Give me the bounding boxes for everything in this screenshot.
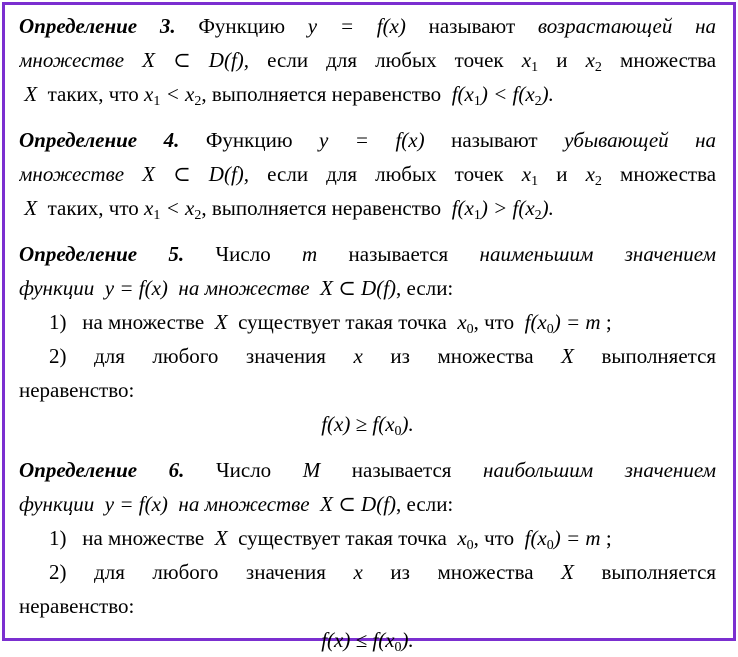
def6-func-word: функции bbox=[19, 492, 95, 516]
def6-function: y = f(x) bbox=[104, 492, 168, 516]
def4-term: убывающей на bbox=[564, 128, 716, 152]
def6-heading: Определение 6. bbox=[19, 458, 185, 482]
def4-and: и bbox=[556, 162, 568, 186]
def5-term: наименьшим значением bbox=[479, 242, 716, 266]
def5-eq: $f(x_0) = m$ bbox=[524, 310, 601, 337]
def3-called: называют bbox=[428, 14, 516, 38]
def6-line-2 bbox=[19, 487, 716, 521]
def6-formula: $f(x) \le f(x_0)$. bbox=[321, 628, 414, 655]
def3-X: X bbox=[24, 82, 38, 106]
def3-heading: Определение 3. bbox=[19, 14, 176, 38]
def3-intro: Функцию bbox=[198, 14, 286, 38]
def5-item-1-num: 1) bbox=[49, 310, 67, 334]
def5-function: y = f(x) bbox=[104, 276, 168, 300]
def4-holds: , выполняется неравенство bbox=[201, 196, 442, 220]
def3-function: y = f(x) bbox=[307, 14, 406, 38]
def5-item-1: 1) на множестве X существует такая точка $x_0$, что $f(x_0) = m$ ; bbox=[49, 310, 612, 337]
def5-item-2-cont: неравенство: bbox=[19, 378, 135, 402]
definition-5 bbox=[19, 237, 716, 441]
def3-x1: $x_1$ bbox=[521, 48, 539, 75]
def5-item-2-num: 2) bbox=[49, 344, 67, 368]
def5-heading: Определение 5. bbox=[19, 242, 185, 266]
def4-condition: если для любых точек bbox=[267, 162, 504, 186]
def3-holds: , выполняется неравенство bbox=[201, 82, 442, 106]
def4-set-word: множестве bbox=[19, 162, 125, 186]
def6-item-1-num: 1) bbox=[49, 526, 67, 550]
def3-set: X ⊂ D(f), bbox=[142, 48, 250, 72]
def4-line-1 bbox=[19, 123, 716, 157]
def6-eq: $f(x_0) = m$ bbox=[524, 526, 601, 553]
def6-set: X ⊂ D(f) bbox=[320, 492, 397, 516]
def5-line-2 bbox=[19, 271, 716, 305]
definition-4 bbox=[19, 123, 716, 225]
def5-intro: Число bbox=[215, 242, 271, 266]
def4-line-2 bbox=[19, 157, 716, 191]
def6-x0: $x_0$ bbox=[457, 526, 474, 553]
def4-ineq-f: $f(x_1) > f(x_2)$. bbox=[451, 196, 554, 223]
def6-item-2-num: 2) bbox=[49, 560, 67, 584]
def5-if: , если: bbox=[396, 276, 454, 300]
def3-term: возрастающей на bbox=[537, 14, 716, 38]
def5-func-word: функции bbox=[19, 276, 95, 300]
def6-item-2: 2) для любого значения x из множества X выполняется bbox=[49, 560, 716, 584]
definition-6 bbox=[19, 453, 716, 657]
def3-ineq-f: $f(x_1) < f(x_2)$. bbox=[451, 82, 554, 109]
def5-line-1 bbox=[19, 237, 716, 271]
definitions-frame bbox=[2, 2, 736, 655]
def5-formula: $f(x) \ge f(x_0)$. bbox=[321, 412, 414, 439]
def4-function: y = f(x) bbox=[319, 128, 425, 152]
def6-called: называется bbox=[351, 458, 452, 482]
def4-ineq-x: $x_1 < x_2$ bbox=[144, 196, 202, 223]
def5-set: X ⊂ D(f) bbox=[320, 276, 397, 300]
def4-line-3 bbox=[19, 191, 716, 225]
def6-line-1 bbox=[19, 453, 716, 487]
def5-on-set: на множестве bbox=[178, 276, 310, 300]
def4-heading: Определение 4. bbox=[19, 128, 180, 152]
def6-if: , если: bbox=[396, 492, 454, 516]
def6-on-set: на множестве bbox=[178, 492, 310, 516]
def6-item-2-cont: неравенство: bbox=[19, 594, 135, 618]
def4-set: X ⊂ D(f), bbox=[142, 162, 250, 186]
def3-x2: $x_2$ bbox=[585, 48, 602, 75]
def3-and: и bbox=[556, 48, 568, 72]
def4-X: X bbox=[24, 196, 38, 220]
def6-item-1: 1) на множестве X существует такая точка $x_0$, что $f(x_0) = m$ ; bbox=[49, 526, 612, 553]
def4-x2: $x_2$ bbox=[585, 162, 602, 189]
def4-intro: Функцию bbox=[205, 128, 293, 152]
def5-called: называется bbox=[348, 242, 449, 266]
def3-line-2 bbox=[19, 43, 716, 77]
def4-x1: $x_1$ bbox=[521, 162, 539, 189]
def3-set-word: множестве bbox=[19, 48, 125, 72]
def3-line-1 bbox=[19, 9, 716, 43]
def3-line-3 bbox=[19, 77, 716, 111]
def4-called: называют bbox=[451, 128, 538, 152]
def4-such: таких, что bbox=[47, 196, 139, 220]
def5-x0: $x_0$ bbox=[457, 310, 474, 337]
def3-condition: если для любых точек bbox=[267, 48, 504, 72]
def6-intro: Число bbox=[215, 458, 272, 482]
def5-item-2: 2) для любого значения x из множества X выполняется bbox=[49, 344, 716, 368]
def5-var: m bbox=[302, 242, 318, 266]
def6-var: M bbox=[302, 458, 321, 482]
def3-ineq-x: $x_1 < x_2$ bbox=[144, 82, 202, 109]
def3-of-set: множества bbox=[620, 48, 716, 72]
definitions-content bbox=[19, 9, 716, 657]
def4-of-set: множества bbox=[620, 162, 716, 186]
def6-term: наибольшим значением bbox=[483, 458, 716, 482]
def3-such: таких, что bbox=[47, 82, 139, 106]
definition-3 bbox=[19, 9, 716, 111]
